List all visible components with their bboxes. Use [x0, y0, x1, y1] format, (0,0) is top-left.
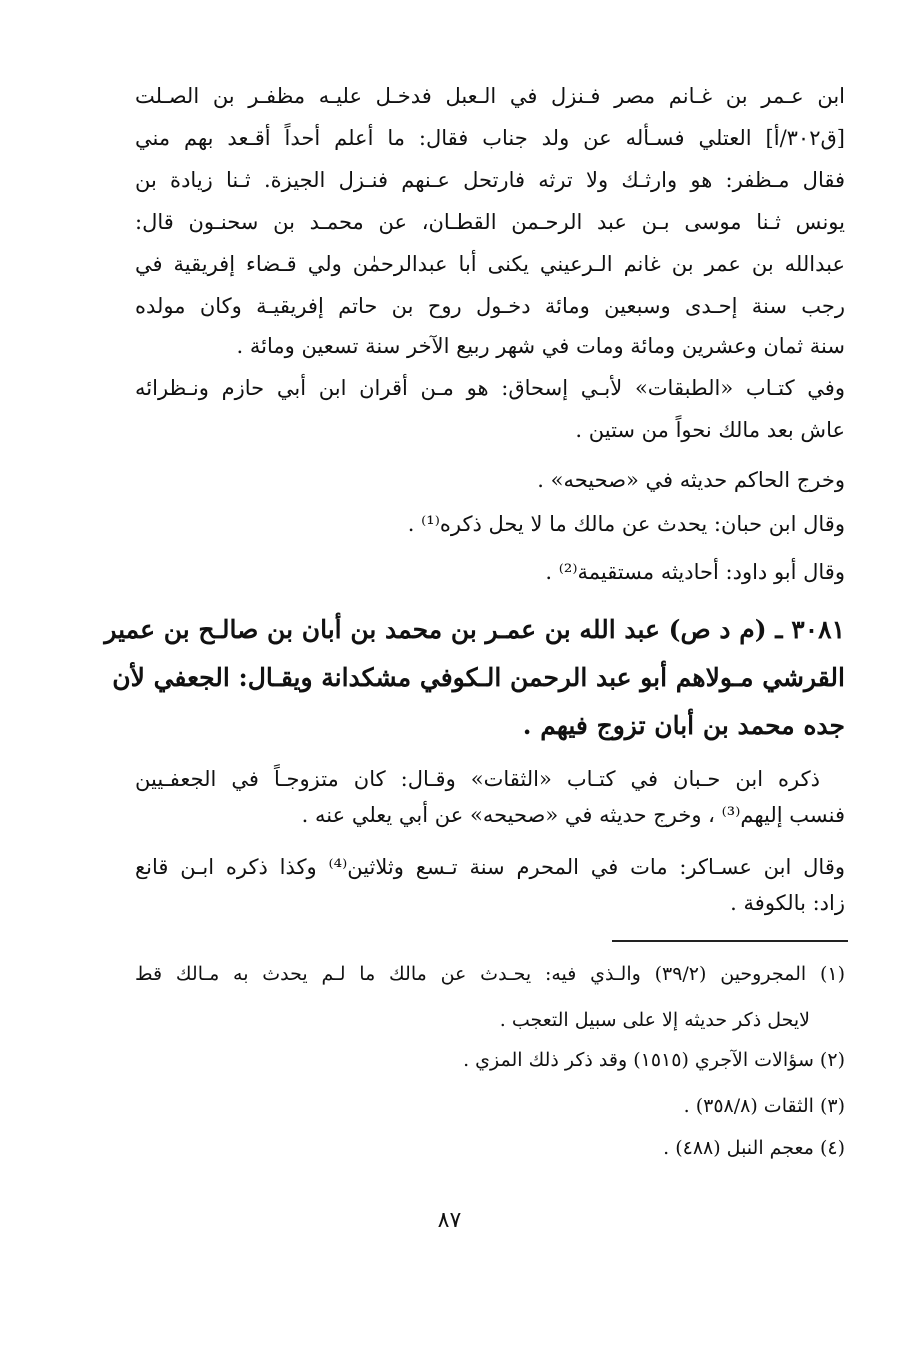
- text-line: فنسب إليهم⁽³⁾ ، وخرج حديثه في «صحيحه» عن أبي يعلي عنه .: [301, 803, 845, 827]
- footnote-line: (٢) سؤالات الآجري (١٥١٥) وقد ذكر ذلك المزي .: [463, 1049, 845, 1071]
- footnote-separator: [612, 940, 848, 942]
- entry-heading-line: ٣٠٨١ ـ (م د ص) عبد الله بن عمـر بن محمد بن أبان بن صالـح بن عمير: [104, 615, 845, 644]
- footnote-line: (٤) معجم النبل (٤٨٨) .: [663, 1137, 845, 1159]
- text-line: ذكره ابن حـبان في كتـاب «الثقات» وقـال: كان متزوجـاً في الجعفـيين: [135, 767, 820, 791]
- text-line: وخرج الحاكم حديثه في «صحيحه» .: [537, 468, 845, 492]
- footnote-line: (٣) الثقات (٣٥٨/٨) .: [683, 1095, 845, 1117]
- text-line: وقال ابن عسـاكر: مات في المحرم سنة تـسع وثلاثين⁽⁴⁾ وكذا ذكره ابـن قانع: [135, 855, 845, 879]
- footnote-line: لايحل ذكر حديثه إلا على سبيل التعجب .: [499, 1009, 810, 1031]
- text-line: [ق٣٠٢/أ] العتلي فسـأله عن ولد جناب فقال: ما أعلم أحداً أقـعد بهم مني: [135, 126, 845, 150]
- text-line: وفي كتـاب «الطبقات» لأبـي إسحاق: هو مـن أقران ابن أبي حازم ونـظرائه: [135, 376, 845, 400]
- text-line: وقال أبو داود: أحاديثه مستقيمة⁽²⁾ .: [545, 560, 845, 584]
- footnote-line: (١) المجروحين (٣٩/٢) والـذي فيه: يحـدث عن مالك ما لـم يحدث به مـالك قط: [135, 963, 845, 985]
- text-line: يونس ثـنا موسى بـن عبد الرحـمن القطـان، عن محمـد بن سحنـون قال:: [135, 210, 845, 234]
- text-line: زاد: بالكوفة .: [730, 891, 845, 915]
- entry-heading-line: جده محمد بن أبان تزوج فيهم .: [522, 711, 845, 740]
- text-line: عاش بعد مالك نحواً من ستين .: [575, 418, 845, 442]
- text-line: ابن عـمر بن غـانم مصر فـنزل في الـعبل فدخـل عليـه مظفـر بن الصـلت: [135, 84, 845, 108]
- entry-heading-line: القرشي مـولاهم أبو عبد الرحمن الـكوفي مشكدانة ويقـال: الجعفي لأن: [112, 663, 845, 692]
- text-line: سنة ثمان وعشرين ومائة ومات في شهر ربيع الآخر سنة تسعين ومائة .: [236, 334, 845, 358]
- text-line: وقال ابن حبان: يحدث عن مالك ما لا يحل ذكره⁽¹⁾ .: [407, 512, 845, 536]
- text-line: فقال مـظفر: هو وارثـك ولا ترثه فارتحل عـنهم فنـزل الجيزة. ثـنا زيادة بن: [135, 168, 845, 192]
- page-number: ٨٧: [437, 1208, 462, 1233]
- text-line: عبدالله بن عمر بن غانم الـرعيني يكنى أبا عبدالرحمٰن ولي قـضاء إفريقية في: [135, 252, 845, 276]
- text-line: رجب سنة إحـدى وسبعين ومائة دخـول روح بن حاتم إفريقيـة وكان مولده: [135, 294, 845, 318]
